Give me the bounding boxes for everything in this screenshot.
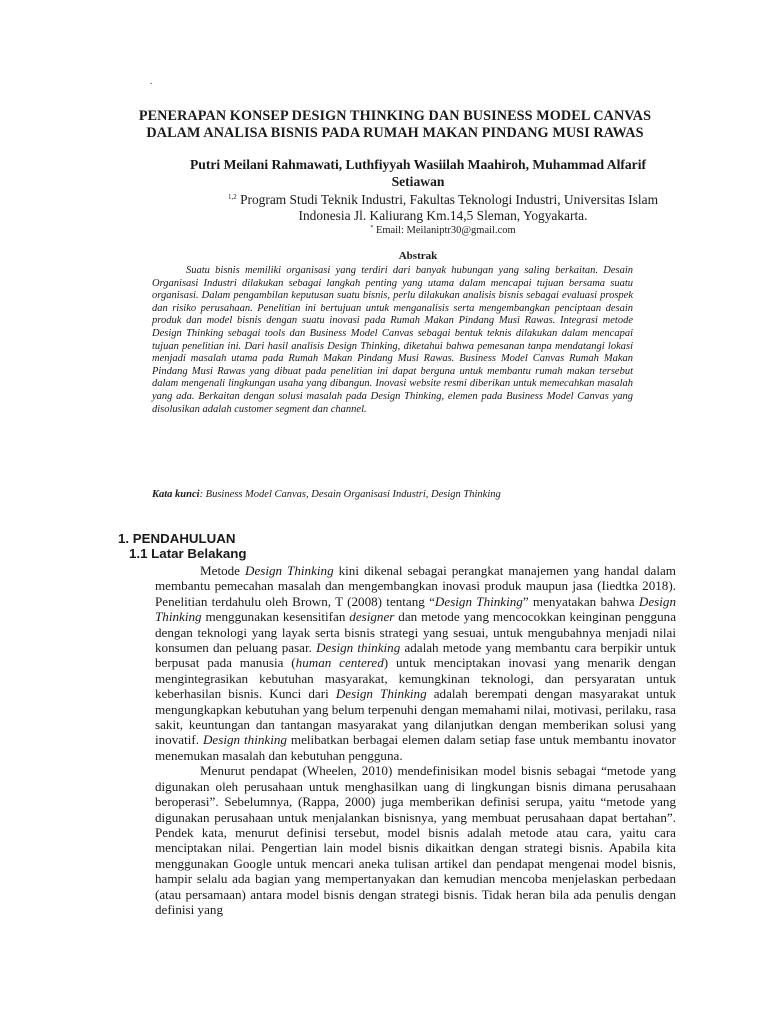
abstract-body: Suatu bisnis memiliki organisasi yang terdiri dari banyak hubungan yang saling berkaitan. Desain Organisasi Industri dilakukan sebagai langkah penting yang utama dalam mencapai tujuan bersama suatu organisasi. Dalam pengambilan keputusan suatu bisnis, perlu dilakukan analisis bisnis sebagai evaluasi prospek dan risiko perusahaan. Penelitian ini bertujuan untuk menganalisis serta mengembangkan penciptaan desain produk dan model bisnis dengan suatu inovasi pada Rumah Makan Pindang Musi Rawas. Integrasi metode Design Thinking sebagai tools dan Business Model Canvas sebagai bentuk teknis dilakukan dalam mencapai tujuan penelitian ini. Dari hasil analisis Design Thinking, diketahui bahwa pemesanan tanpa mendatangi lokasi menjadi masalah utama pada Rumah Makan Pindang Musi Rawas. Business Model Canvas Rumah Makan Pindang Musi Rawas yang dibuat pada penelitian ini dapat berguna untuk membantu rumah makan tersebut dalam mengenali lingkungan usaha yang dibangun. Inovasi website resmi diberikan untuk memecahkan masalah yang ada. Berkaitan dengan solusi masalah pada Design Thinking, elemen pada Business Model Canvas yang disolusikan adalah customer segment dan channel. [152,265,633,415]
paper-title [100,108,690,142]
abstract-heading: Abstrak [398,250,438,262]
paragraph-1: Metode Design Thinking kini dikenal sebagai perangkat manajemen yang handal dalam membantu pemecahan masalah dan mengembangkan inovasi produk maupun jasa (Iiedtka 2018). Penelitian terdahulu oleh Brown, T (2008) tentang “Design Thinking” menyatakan bahwa Design Thinking menggunakan kesensitifan designer dan metode yang mencocokkan keinginan pengguna dengan teknologi yang layak serta bisnis strategi yang sesuai, untuk mengubahnya menjadi nilai konsumen dan peluang pasar. Design thinking adalah metode yang membantu cara berpikir untuk berpusat pada manusia (human centered) untuk menciptakan inovasi yang menarik dengan mengintegrasikan kebutuhan masyarakat, kemungkinan teknologi, dan persyaratan untuk keberhasilan bisnis. Kunci dari Design Thinking adalah berempati dengan masyarakat untuk mengungkapkan kebutuhan yang belum terpenuhi dengan memahami nilai, motivasi, perilaku, rasa sakit, keuntungan dan tantangan masyarakat yang dilanjutkan dengan memberikan solusi yang inovatif. Design thinking melibatkan berbagai elemen dalam setiap fase untuk membantu inovator menemukan masalah dan kebutuhan pengguna. [155,563,677,763]
keywords-text: : Business Model Canvas, Desain Organisasi Industri, Design Thinking [199,489,501,500]
email-marker: * [370,225,374,231]
stray-dot: . [150,76,153,86]
authors-line: Putri Meilani Rahmawati, Luthfiyyah Wasiilah Maahiroh, Muhammad Alfarif [189,157,647,172]
body-text [155,563,676,917]
title-line: PENERAPAN KONSEP DESIGN THINKING DAN BUSINESS MODEL CANVAS [138,108,652,124]
section-heading: 1. PENDAHULUAN [118,531,236,546]
keywords-label: Kata kunci [152,489,200,500]
author-list [150,156,686,190]
subsection-heading: 1.1 Latar Belakang [129,546,247,561]
email-text: Email: Meilaniptr30@gmail.com [373,225,516,236]
affiliation [200,189,686,224]
corresponding-email [200,222,686,237]
affiliation-marker: 1,2 [227,193,237,201]
keywords [152,489,633,501]
title-line: DALAM ANALISA BISNIS PADA RUMAH MAKAN PINDANG MUSI RAWAS [146,125,644,141]
affiliation-text: Program Studi Teknik Industri, Fakultas Teknologi Industri, Universitas Islam [236,192,658,207]
paragraph-2: Menurut pendapat (Wheelen, 2010) mendefinisikan model bisnis sebagai “metode yang digunakan oleh perusahaan untuk menghasilkan uang di lingkungan bisnis dimana perusahaan beroperasi”. Sebelumnya, (Rappa, 2000) juga memberikan definisi serupa, yaitu “metode yang digunakan perusahaan untuk menjalankan bisnisnya, yang membuat perusahaan dapat bertahan”. Pendek kata, menurut definisi tersebut, model bisnis adalah metode atau cara, yaitu cara menciptakan nilai. Pengertian lain model bisnis dikaitkan dengan strategi bisnis. Apabila kita menggunakan Google untuk mencari aneka tulisan artikel dan pendapat mengenai model bisnis, hampir selalu ada bagian yang mempertanyakan dan kemudian mencoba menjelaskan perbedaan (atau persamaan) antara model bisnis dengan strategi bisnis. Tidak heran bila ada penulis dengan definisi yang [155,763,676,917]
affiliation-line: Indonesia Jl. Kaliurang Km.14,5 Sleman, Yogyakarta. [298,208,588,223]
affiliation-line [200,189,686,208]
authors-line: Setiawan [391,174,445,189]
